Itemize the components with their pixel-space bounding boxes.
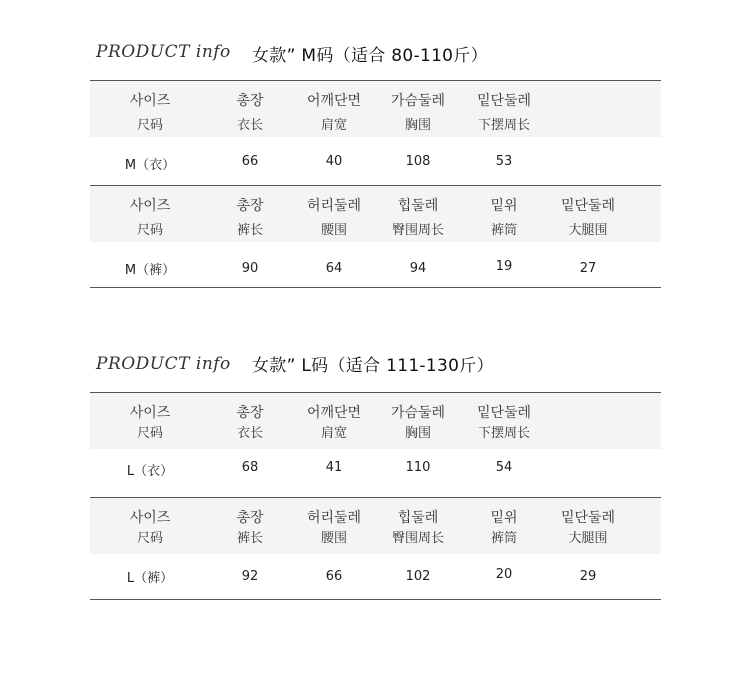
value-rise: 19 bbox=[495, 259, 513, 274]
header-cn-hip: 臀围周长 bbox=[391, 223, 444, 238]
size-table-l bbox=[90, 392, 661, 604]
header-cn-chest: 胸围 bbox=[404, 426, 431, 441]
header-cn-waist: 腰围 bbox=[320, 531, 347, 546]
header-kr-shoulder: 어깨단면 bbox=[306, 405, 362, 421]
header-cn-size: 尺码 bbox=[136, 118, 163, 133]
value-size: L（衣） bbox=[126, 464, 174, 479]
value-hem: 54 bbox=[495, 460, 513, 475]
header-cn-length: 裤长 bbox=[236, 531, 263, 546]
value-hem: 53 bbox=[495, 154, 513, 169]
header-kr-size: 사이즈 bbox=[129, 405, 171, 421]
header-cn-thigh: 大腿围 bbox=[568, 531, 608, 546]
value-size: L（裤） bbox=[126, 571, 174, 586]
value-chest: 110 bbox=[405, 460, 431, 475]
header-kr-length: 총장 bbox=[236, 93, 264, 109]
header-cn-size: 尺码 bbox=[136, 531, 163, 546]
value-hip: 102 bbox=[405, 569, 431, 584]
value-waist: 66 bbox=[325, 569, 343, 584]
header-kr-hem: 밑단둘레 bbox=[476, 93, 532, 109]
header-kr-waist: 허리둘레 bbox=[306, 510, 362, 526]
header-kr-thigh: 밑단둘레 bbox=[560, 198, 616, 214]
value-shoulder: 41 bbox=[325, 460, 343, 475]
header-kr-length: 총장 bbox=[236, 198, 264, 214]
header-cn-hem: 下摆周长 bbox=[477, 426, 530, 441]
product-info-heading: PRODUCT info bbox=[96, 42, 231, 62]
header-kr-waist: 허리둘레 bbox=[306, 198, 362, 214]
size-table-m bbox=[90, 80, 661, 290]
value-size: M（裤） bbox=[124, 263, 176, 278]
header-cn-waist: 腰围 bbox=[320, 223, 347, 238]
header-kr-chest: 가슴둘레 bbox=[390, 93, 446, 109]
header-cn-shoulder: 肩宽 bbox=[320, 426, 347, 441]
header-cn-shoulder: 肩宽 bbox=[320, 118, 347, 133]
header-kr-size: 사이즈 bbox=[129, 510, 171, 526]
header-cn-hip: 臀围周长 bbox=[391, 531, 444, 546]
header-kr-size: 사이즈 bbox=[129, 198, 171, 214]
header-kr-rise: 밑위 bbox=[490, 510, 518, 526]
value-shoulder: 40 bbox=[325, 154, 343, 169]
header-kr-hip: 힙둘레 bbox=[397, 198, 439, 214]
header-cn-size: 尺码 bbox=[136, 223, 163, 238]
header-cn-length: 衣长 bbox=[236, 118, 263, 133]
product-info-heading: PRODUCT info bbox=[96, 354, 231, 374]
header-kr-chest: 가슴둘레 bbox=[390, 405, 446, 421]
header-kr-length: 총장 bbox=[236, 510, 264, 526]
size-title: 女款” M码（适合 80-110斤） bbox=[252, 46, 488, 66]
header-kr-size: 사이즈 bbox=[129, 93, 171, 109]
header-kr-length: 총장 bbox=[236, 405, 264, 421]
header-cn-rise: 裤筒 bbox=[490, 223, 517, 238]
value-waist: 64 bbox=[325, 261, 343, 276]
value-thigh: 29 bbox=[579, 569, 597, 584]
header-kr-hem: 밑단둘레 bbox=[476, 405, 532, 421]
header-kr-shoulder: 어깨단면 bbox=[306, 93, 362, 109]
header-kr-thigh: 밑단둘레 bbox=[560, 510, 616, 526]
header-cn-thigh: 大腿围 bbox=[568, 223, 608, 238]
value-rise: 20 bbox=[495, 567, 513, 582]
header-cn-length: 裤长 bbox=[236, 223, 263, 238]
table-bottom-rule bbox=[90, 287, 661, 288]
header-kr-hip: 힙둘레 bbox=[397, 510, 439, 526]
value-length: 92 bbox=[241, 569, 259, 584]
value-hip: 94 bbox=[409, 261, 427, 276]
header-cn-chest: 胸围 bbox=[404, 118, 431, 133]
value-length: 90 bbox=[241, 261, 259, 276]
header-cn-rise: 裤筒 bbox=[490, 531, 517, 546]
header-cn-length: 衣长 bbox=[236, 426, 263, 441]
value-length: 66 bbox=[241, 154, 259, 169]
table-bottom-rule bbox=[90, 599, 661, 600]
header-kr-rise: 밑위 bbox=[490, 198, 518, 214]
value-chest: 108 bbox=[405, 154, 431, 169]
header-cn-hem: 下摆周长 bbox=[477, 118, 530, 133]
header-cn-size: 尺码 bbox=[136, 426, 163, 441]
value-length: 68 bbox=[241, 460, 259, 475]
value-thigh: 27 bbox=[579, 261, 597, 276]
value-size: M（衣） bbox=[124, 158, 176, 173]
size-title: 女款” L码（适合 111-130斤） bbox=[252, 356, 494, 376]
